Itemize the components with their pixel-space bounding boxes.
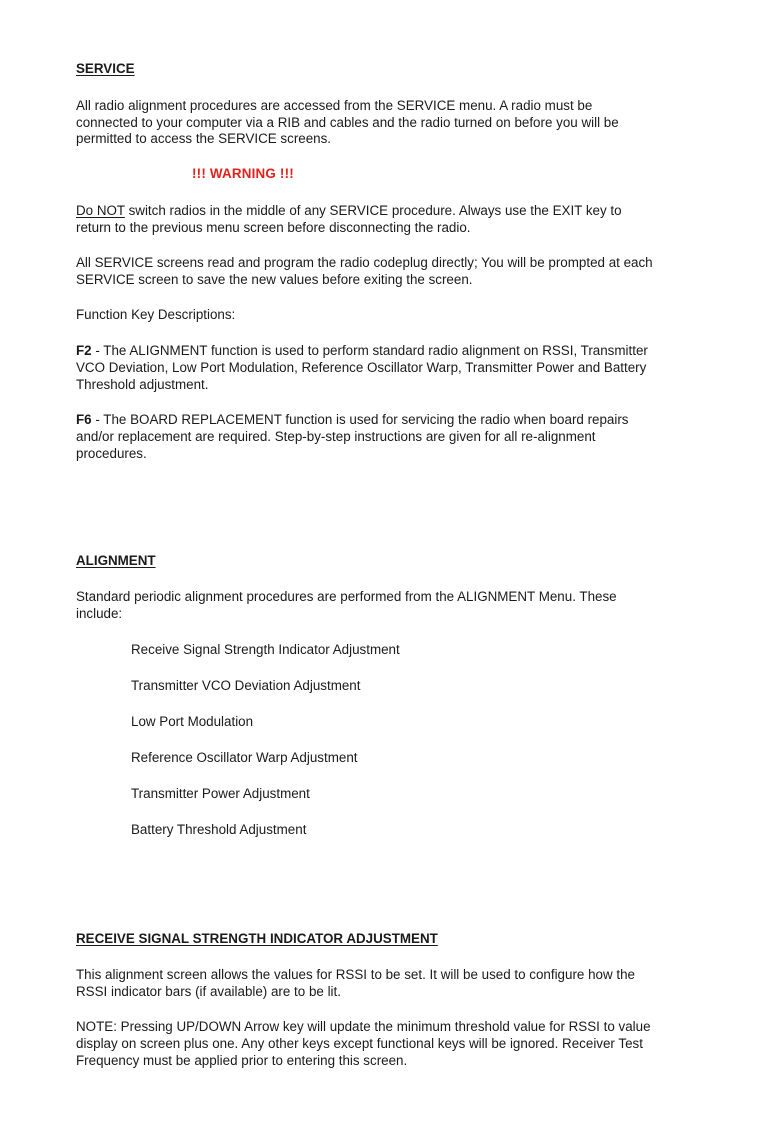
f6-line-1 xyxy=(76,412,629,429)
rssi-note-line-1: NOTE: Pressing UP/DOWN Arrow key will update the minimum threshold value for RSSI to value xyxy=(76,1019,651,1034)
service-intro-line-1: All radio alignment procedures are accessed from the SERVICE menu. A radio must be xyxy=(76,98,593,113)
f6-key: F6 xyxy=(76,412,92,427)
f6-line-3: procedures. xyxy=(76,445,147,461)
function-key-label: Function Key Descriptions: xyxy=(76,307,236,322)
f2-line-3: Threshold adjustment. xyxy=(76,376,209,392)
alignment-item-rssi: Receive Signal Strength Indicator Adjustment xyxy=(131,642,400,657)
warning-banner: !!! WARNING !!! xyxy=(192,166,294,181)
alignment-intro-line-2: include: xyxy=(76,605,123,621)
codeplug-line-2: SERVICE screen to save the new values before exiting the screen. xyxy=(76,271,473,287)
alignment-item-battery: Battery Threshold Adjustment xyxy=(131,822,307,837)
donot-emphasis: Do NOT xyxy=(76,203,125,218)
alignment-item-ref-osc: Reference Oscillator Warp Adjustment xyxy=(131,750,358,765)
service-heading: SERVICE xyxy=(76,61,135,76)
donot-line-2: return to the previous menu screen before disconnecting the radio. xyxy=(76,219,471,235)
alignment-item-tx-power: Transmitter Power Adjustment xyxy=(131,786,310,801)
f2-line-1 xyxy=(76,343,648,360)
rssi-note-line-2: display on screen plus one. Any other keys except functional keys will be ignored. Receiver Test xyxy=(76,1036,643,1051)
f6-line-2: and/or replacement are required. Step-by-step instructions are given for all re-alignment xyxy=(76,429,596,444)
alignment-heading: ALIGNMENT xyxy=(76,553,156,568)
alignment-item-low-port: Low Port Modulation xyxy=(131,714,254,729)
alignment-item-vco-deviation: Transmitter VCO Deviation Adjustment xyxy=(131,678,361,693)
rssi-intro-line-2: RSSI indicator bars (if available) are to be lit. xyxy=(76,983,341,999)
rssi-note-line-3: Frequency must be applied prior to entering this screen. xyxy=(76,1052,408,1068)
rssi-intro-line-1: This alignment screen allows the values for RSSI to be set. It will be used to configure how the xyxy=(76,967,635,982)
f6-line-1-text: - The BOARD REPLACEMENT function is used for servicing the radio when board repairs xyxy=(91,412,629,427)
f2-key: F2 xyxy=(76,343,92,358)
rssi-heading: RECEIVE SIGNAL STRENGTH INDICATOR ADJUSTMENT xyxy=(76,931,438,946)
donot-line-1-rest: switch radios in the middle of any SERVICE procedure. Always use the EXIT key to xyxy=(124,203,622,218)
alignment-intro-line-1: Standard periodic alignment procedures are performed from the ALIGNMENT Menu. These xyxy=(76,589,617,604)
f2-line-1-text: - The ALIGNMENT function is used to perform standard radio alignment on RSSI, Transmitter xyxy=(91,343,648,358)
service-intro-line-2: connected to your computer via a RIB and cables and the radio turned on before you will be xyxy=(76,114,619,130)
codeplug-line-1: All SERVICE screens read and program the radio codeplug directly; You will be prompted at each xyxy=(76,255,653,270)
service-intro-line-3: permitted to access the SERVICE screens. xyxy=(76,131,332,146)
f2-line-2: VCO Deviation, Low Port Modulation, Reference Oscillator Warp, Transmitter Power and Battery xyxy=(76,360,647,375)
donot-line-1 xyxy=(76,203,622,220)
